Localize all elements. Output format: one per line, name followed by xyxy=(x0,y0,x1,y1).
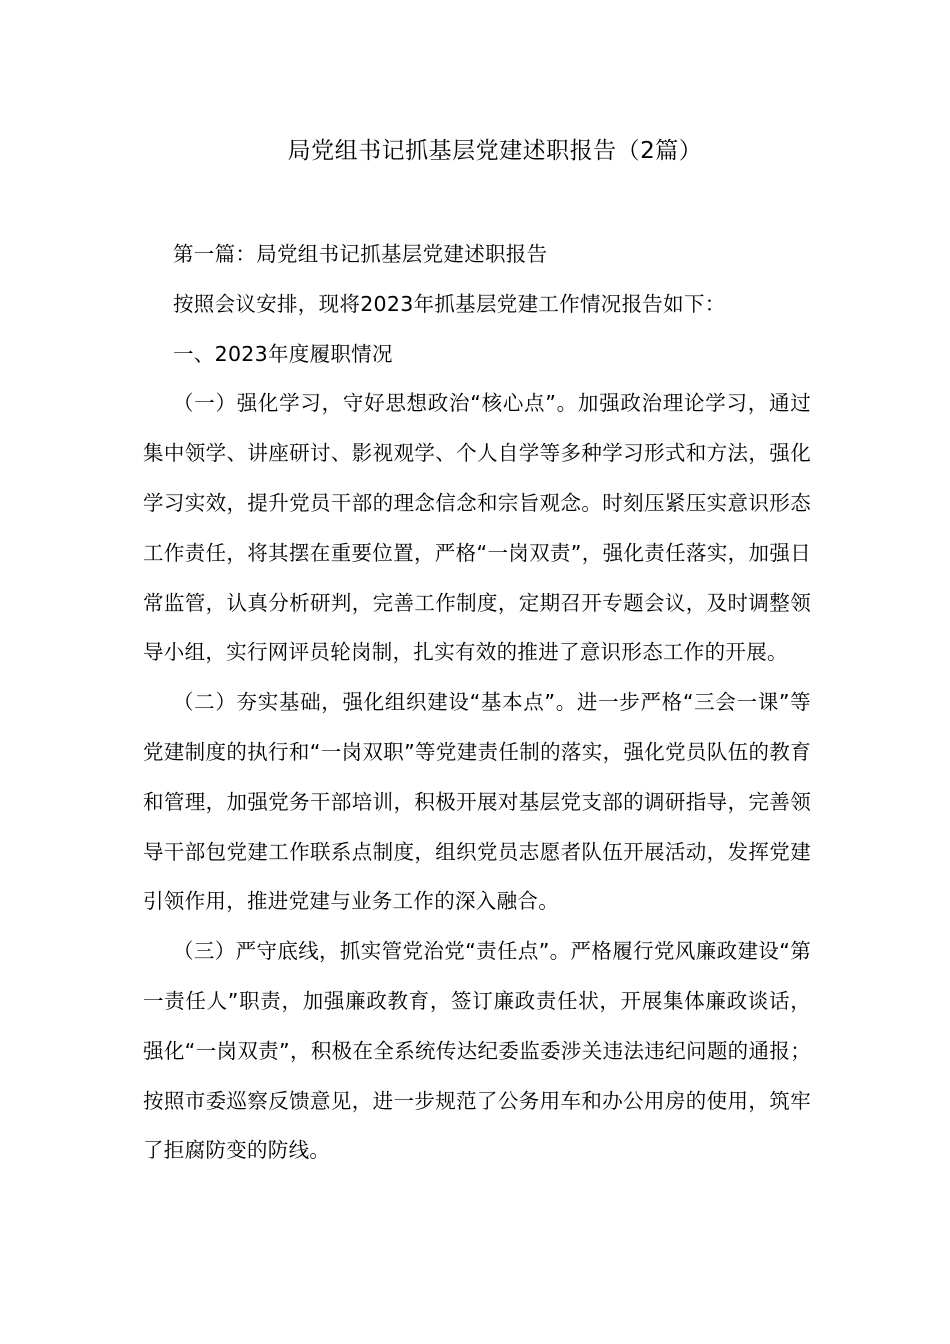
document-title: 局党组书记抓基层党建述职报告（2篇） xyxy=(287,138,703,164)
section-heading-performance: 一、2023年度履职情况 xyxy=(173,341,393,366)
body-paragraph: （二）夯实基础，强化组织建设“基本点”。进一步严格“三会一课”等党建制度的执行和“一岗双职”等党建责任制的落实，强化党员队伍的教育和管理，加强党务干部培训，积极开展对基层党支部的调研指导，完善领导干部包党建工作联系点制度，组织党员志愿者队伍开展活动，发挥党建引领作用，推进党建与业务工作的深入融合。 xyxy=(143,690,811,914)
section-heading-part-one: 第一篇：局党组书记抓基层党建述职报告 xyxy=(173,242,548,266)
intro-paragraph: 按照会议安排，现将2023年抓基层党建工作情况报告如下： xyxy=(173,291,726,316)
document-body xyxy=(143,230,811,1176)
body-paragraph: （一）强化学习，守好思想政治“核心点”。加强政治理论学习，通过集中领学、讲座研讨、影视观学、个人自学等多种学习形式和方法，强化学习实效，提升党员干部的理念信念和宗旨观念。时刻压紧压实意识形态工作责任，将其摆在重要位置，严格“一岗双责”，强化责任落实，加强日常监管，认真分析研判，完善工作制度，定期召开专题会议，及时调整领导小组，实行网评员轮岗制，扎实有效的推进了意识形态工作的开展。 xyxy=(143,391,811,665)
body-paragraph: （三）严守底线，抓实管党治党“责任点”。严格履行党风廉政建设“第一责任人”职责，加强廉政教育，签订廉政责任状，开展集体廉政谈话，强化“一岗双责”，积极在全系统传达纪委监委涉关违法违纪问题的通报；按照市委巡察反馈意见，进一步规范了公务用车和办公用房的使用，筑牢了拒腐防变的防线。 xyxy=(143,939,811,1163)
